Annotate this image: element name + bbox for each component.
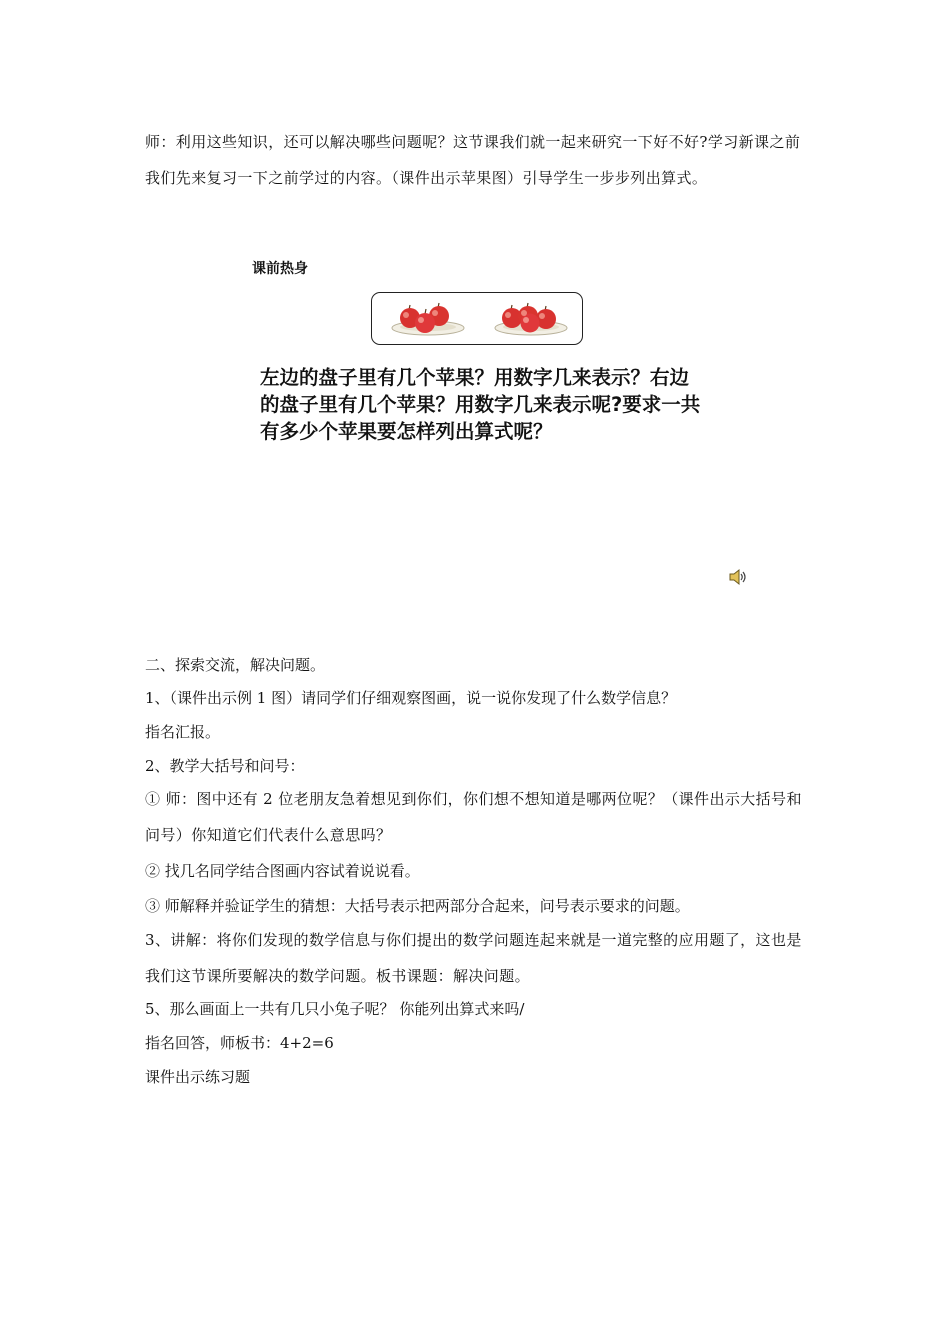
slide-title: 课前热身 <box>252 261 308 277</box>
step-5-answer: 指名回答，师板书：4+2=6 <box>145 1034 334 1052</box>
step-2-2: ② 找几名同学结合图画内容试着说说看。 <box>145 862 420 880</box>
step-5: 5、那么画面上一共有几只小兔子呢？ 你能列出算式来吗/ <box>145 1000 525 1018</box>
apple-plate-icon <box>390 298 466 336</box>
step-2: 2、教学大括号和问号： <box>145 757 305 775</box>
slide-question: 左边的盘子里有几个苹果？用数字几来表示？右边的盘子里有几个苹果？用数字几来表示呢?要求一共有多少个苹果要怎样列出算式呢？ <box>260 366 701 443</box>
step-3: 3、讲解：将你们发现的数学信息与你们提出的数学问题连起来就是一道完整的应用题了，这也是我们这节课所要解决的数学问题。板书课题：解决问题。 <box>145 931 802 985</box>
intro-paragraph: 师：利用这些知识，还可以解决哪些问题呢？这节课我们就一起来研究一下好不好?学习新课之前我们先来复习一下之前学过的内容。（课件出示苹果图）引导学生一步步列出算式。 <box>145 133 801 187</box>
speaker-icon[interactable] <box>728 567 748 587</box>
practice-note: 课件出示练习题 <box>145 1068 251 1086</box>
step-2-3: ③ 师解释并验证学生的猜想：大括号表示把两部分合起来，问号表示要求的问题。 <box>145 897 690 915</box>
step-2-1: ① 师：图中还有 2 位老朋友急着想见到你们，你们想不想知道是哪两位呢？（课件出示大括号和问号）你知道它们代表什么意思吗？ <box>145 790 802 844</box>
section-heading: 二、探索交流，解决问题。 <box>145 656 326 674</box>
step-1: 1、（课件出示例 1 图）请同学们仔细观察图画，说一说你发现了什么数学信息？ <box>145 689 677 707</box>
apple-picture <box>371 292 583 345</box>
step-1-note: 指名汇报。 <box>145 723 221 741</box>
apple-plate-icon <box>493 298 569 336</box>
